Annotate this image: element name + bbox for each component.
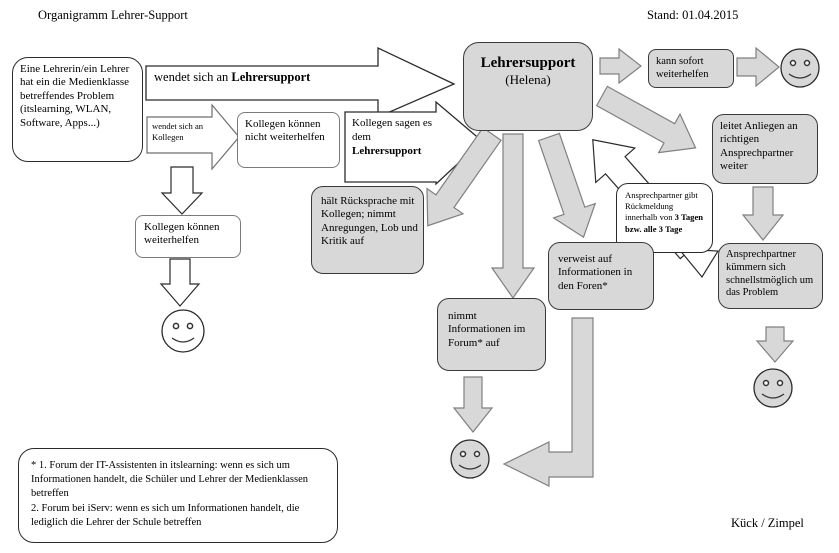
node-kann-sofort-label: kann sofort weiterhelfen — [656, 56, 709, 80]
arrow-problem-down — [162, 167, 202, 214]
node-leitet — [712, 114, 818, 184]
node-kuemmern — [718, 243, 823, 309]
arrow-leitet-to-kuemmern — [743, 187, 783, 240]
arrow-label-kollegen-sagen — [352, 117, 436, 158]
date-stamp: Stand: 01.04.2015 — [647, 8, 739, 22]
node-kann-sofort — [648, 49, 734, 88]
smiley-face-icon — [451, 440, 489, 478]
label-text-bold: Lehrersupport — [352, 144, 422, 157]
node-kuemmern-label: Ansprechpartner kümmern sich schnellstmöglich um das Problem — [726, 249, 814, 299]
smiley-face-icon — [754, 369, 792, 407]
arrow-kollegen-helfen-to-smiley — [161, 259, 199, 306]
node-verweist-label: verweist auf Informationen in den Foren* — [558, 253, 633, 292]
footnote-line-2: 2. Forum bei iServ: wenn es sich um Informationen handelt, die lediglich die Lehrer der Schule betreffen — [31, 502, 300, 528]
label-text-bold: 3 Tagen bzw. alle 3 Tage — [625, 212, 704, 234]
footnote-line-1: * 1. Forum der IT-Assistenten in itslearning: wenn es sich um Informationen handelt, die Schüler und Lehrer der Medienklassen betreffen — [31, 460, 308, 500]
node-haelt-label: hält Rücksprache mit Kollegen; nimmt Anregungen, Lob und Kritik auf — [321, 195, 418, 248]
arrow-rueckmeldung-tail-chevron — [679, 249, 718, 277]
arrow-label-wendet-lehrersupport — [154, 70, 394, 86]
node-kollegen-nicht-label: Kollegen können nicht weiterhelfen — [245, 118, 325, 144]
node-kollegen-helfen-label: Kollegen können weiterhelfen — [144, 221, 220, 247]
credits: Kück / Zimpel — [731, 516, 804, 530]
arrow-nimmt-to-smiley — [454, 377, 492, 432]
label-text: Ansprechpartner gibt Rückmeldung innerhalb von — [625, 190, 698, 223]
footnote-box — [18, 448, 338, 543]
smiley-face-icon — [162, 310, 204, 352]
node-problem — [12, 57, 143, 162]
node-lehrersupport-subtitle: (Helena) — [505, 72, 551, 88]
label-text: Kollegen sagen es dem — [352, 117, 433, 143]
node-kollegen-nicht — [237, 112, 340, 168]
smiley-face-icon — [781, 49, 819, 87]
node-kollegen-helfen — [135, 215, 241, 258]
node-leitet-label: leitet Anliegen an richtigen Ansprechpartner weiter — [720, 120, 798, 173]
node-nimmt-label: nimmt Informationen im Forum* auf — [448, 310, 526, 349]
arrow-label-wendet-kollegen: wendet sich an Kollegen — [152, 121, 204, 142]
arrow-kann-sofort-to-smiley — [737, 48, 779, 86]
node-verweist — [548, 242, 654, 310]
node-nimmt — [437, 298, 546, 371]
arrow-kuemmern-to-smiley — [757, 327, 793, 362]
node-haelt — [311, 186, 424, 274]
page-title: Organigramm Lehrer-Support — [38, 8, 188, 22]
label-text: wendet sich an — [154, 70, 232, 84]
node-problem-label: Eine Lehrerin/ein Lehrer hat ein die Medienklasse betreffendes Problem (itslearning, WLAN, Software, Apps...) — [20, 63, 130, 129]
label-text-bold: Lehrersupport — [231, 70, 311, 84]
arrow-lehrersupport-to-kann-sofort — [600, 49, 641, 83]
node-lehrersupport — [463, 42, 593, 131]
arrow-lehrersupport-to-nimmt — [492, 134, 534, 298]
node-lehrersupport-title: Lehrersupport — [480, 55, 576, 71]
